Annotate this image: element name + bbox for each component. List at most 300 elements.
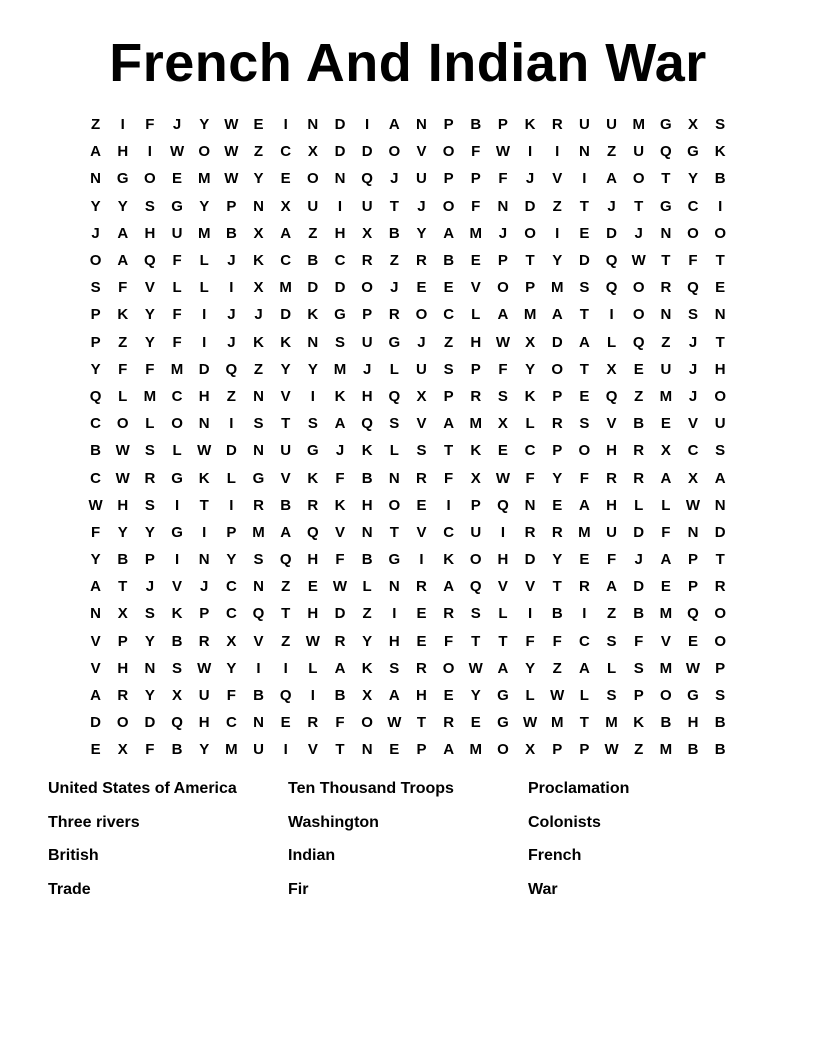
grid-letter: U <box>416 170 427 188</box>
grid-letter: Y <box>90 551 101 569</box>
grid-letter: Z <box>634 741 644 759</box>
grid-letter: F <box>226 687 236 705</box>
grid-letter: P <box>552 442 563 460</box>
grid-letter: H <box>606 442 617 460</box>
grid-letter: S <box>144 197 155 215</box>
grid-letter: D <box>524 197 536 215</box>
grid-letter: I <box>256 659 261 677</box>
grid-letter: W <box>631 252 646 270</box>
grid-letter: L <box>661 496 671 514</box>
grid-letter: I <box>229 496 234 514</box>
grid-letter: N <box>361 523 373 541</box>
grid-letter: E <box>443 687 454 705</box>
grid-letter: Y <box>226 551 237 569</box>
grid-letter: A <box>334 659 346 677</box>
grid-row <box>82 220 734 247</box>
grid-letter: C <box>225 578 237 596</box>
grid-letter: I <box>283 659 288 677</box>
grid-letter: I <box>419 551 424 569</box>
grid-letter: U <box>280 442 292 460</box>
grid-letter: I <box>310 387 315 405</box>
grid-letter: Q <box>687 605 699 623</box>
grid-letter: L <box>389 360 399 378</box>
grid-letter: N <box>388 578 400 596</box>
grid-letter: B <box>307 252 319 270</box>
grid-letter: N <box>660 224 672 242</box>
grid-letter: O <box>442 143 455 161</box>
grid-letter: D <box>633 578 645 596</box>
grid-letter: L <box>118 387 128 405</box>
grid-letter: Y <box>552 252 563 270</box>
grid-letter: K <box>280 333 292 351</box>
grid-letter: E <box>443 279 454 297</box>
grid-letter: Q <box>660 143 672 161</box>
grid-letter: Y <box>552 551 563 569</box>
grid-letter: I <box>609 306 614 324</box>
grid-letter: B <box>714 170 726 188</box>
word-list-item: Colonists <box>528 813 601 831</box>
grid-letter: M <box>197 224 211 242</box>
grid-letter: C <box>687 197 699 215</box>
grid-letter: V <box>334 523 345 541</box>
grid-letter: R <box>470 387 482 405</box>
grid-letter: V <box>525 578 536 596</box>
grid-letter: U <box>633 143 645 161</box>
grid-letter: I <box>229 279 234 297</box>
grid-letter: F <box>335 714 345 732</box>
grid-letter: W <box>197 659 212 677</box>
grid-letter: S <box>389 659 400 677</box>
grid-letter: S <box>307 415 318 433</box>
grid-letter: L <box>362 578 372 596</box>
grid-letter: S <box>606 632 617 650</box>
grid-letter: T <box>335 741 345 759</box>
grid-letter: P <box>90 333 101 351</box>
grid-letter: Y <box>90 197 101 215</box>
grid-letter: H <box>714 360 726 378</box>
grid-letter: F <box>471 197 481 215</box>
grid-letter: T <box>498 632 508 650</box>
grid-letter: S <box>144 496 155 514</box>
grid-letter: P <box>525 279 536 297</box>
word-list-item: War <box>528 880 558 898</box>
grid-letter: E <box>470 252 481 270</box>
grid-letter: H <box>361 496 373 514</box>
grid-letter: A <box>334 415 346 433</box>
grid-letter: B <box>443 252 455 270</box>
grid-letter: O <box>171 415 183 433</box>
grid-letter: O <box>442 197 455 215</box>
grid-letter: Q <box>361 415 373 433</box>
grid-letter: I <box>202 523 207 541</box>
grid-letter: Z <box>253 360 264 378</box>
grid-letter: R <box>714 578 726 596</box>
grid-letter: E <box>280 714 291 732</box>
grid-letter: T <box>715 551 725 569</box>
grid-letter: I <box>174 551 180 569</box>
grid-letter: K <box>171 605 183 623</box>
grid-letter: X <box>117 605 128 623</box>
grid-letter: V <box>280 387 291 405</box>
grid-letter: E <box>416 279 427 297</box>
grid-letter: U <box>416 360 427 378</box>
grid-letter: N <box>687 523 699 541</box>
grid-letter: C <box>280 252 292 270</box>
grid-row <box>82 464 734 491</box>
grid-letter: S <box>144 442 155 460</box>
grid-letter: N <box>253 442 264 460</box>
grid-letter: G <box>334 306 346 324</box>
grid-letter: Y <box>144 523 155 541</box>
grid-letter: P <box>715 659 726 677</box>
grid-letter: T <box>552 578 562 596</box>
grid-letter: K <box>117 306 129 324</box>
grid-row <box>82 492 734 519</box>
grid-letter: O <box>89 252 102 270</box>
grid-letter: T <box>389 197 399 215</box>
grid-letter: O <box>578 442 591 460</box>
grid-letter: V <box>280 469 291 487</box>
grid-letter: F <box>471 143 481 161</box>
grid-letter: M <box>659 741 673 759</box>
grid-letter: V <box>253 632 264 650</box>
grid-letter: O <box>551 360 564 378</box>
grid-letter: J <box>91 224 100 242</box>
grid-row <box>82 383 734 410</box>
grid-letter: K <box>253 333 264 351</box>
word-list-item: Washington <box>288 813 379 831</box>
grid-letter: Q <box>469 578 482 596</box>
grid-letter: G <box>687 143 699 161</box>
grid-letter: A <box>443 224 455 242</box>
grid-letter: H <box>144 224 156 242</box>
grid-letter: V <box>416 143 427 161</box>
grid-letter: M <box>469 741 483 759</box>
grid-letter: I <box>202 306 207 324</box>
grid-letter: U <box>606 523 617 541</box>
grid-letter: R <box>416 578 427 596</box>
grid-letter: Z <box>90 116 101 134</box>
grid-letter: S <box>334 333 345 351</box>
grid-row <box>82 356 734 383</box>
grid-letter: T <box>579 360 589 378</box>
grid-letter: J <box>688 360 698 378</box>
grid-letter: E <box>660 415 671 433</box>
grid-letter: D <box>361 143 373 161</box>
grid-letter: W <box>88 496 103 514</box>
grid-letter: L <box>389 442 399 460</box>
grid-letter: M <box>550 279 564 297</box>
grid-letter: U <box>361 333 373 351</box>
word-list-item: Proclamation <box>528 780 630 797</box>
grid-letter: Y <box>144 632 155 650</box>
word-list-item: Fir <box>288 880 309 898</box>
grid-letter: C <box>225 714 237 732</box>
grid-letter: K <box>470 442 482 460</box>
grid-letter: Q <box>225 360 238 378</box>
grid-letter: B <box>633 415 645 433</box>
grid-letter: O <box>524 224 536 242</box>
grid-row <box>82 655 734 682</box>
grid-letter: T <box>579 714 589 732</box>
grid-letter: P <box>443 116 454 134</box>
grid-letter: N <box>388 469 400 487</box>
grid-letter: T <box>444 442 454 460</box>
grid-letter: P <box>552 387 563 405</box>
grid-letter: X <box>253 279 264 297</box>
grid-letter: N <box>198 415 210 433</box>
grid-letter: S <box>172 659 183 677</box>
grid-letter: X <box>307 143 318 161</box>
grid-letter: B <box>470 116 482 134</box>
grid-letter: C <box>225 605 237 623</box>
grid-letter: V <box>307 741 318 759</box>
grid-letter: B <box>117 551 129 569</box>
grid-letter: M <box>659 659 673 677</box>
word-list-item: Indian <box>288 847 336 864</box>
grid-letter: Q <box>171 714 183 732</box>
grid-letter: G <box>171 197 183 215</box>
grid-letter: I <box>120 116 125 134</box>
grid-letter: H <box>388 632 400 650</box>
grid-letter: W <box>604 741 619 759</box>
grid-letter: Y <box>688 170 699 188</box>
grid-letter: Y <box>226 659 237 677</box>
grid-letter: X <box>470 469 481 487</box>
grid-row <box>82 111 734 138</box>
grid-letter: O <box>632 279 645 297</box>
grid-row <box>82 410 734 437</box>
grid-letter: P <box>362 306 373 324</box>
grid-letter: N <box>497 197 509 215</box>
grid-letter: G <box>388 333 401 351</box>
grid-letter: V <box>552 170 563 188</box>
grid-letter: N <box>198 551 210 569</box>
grid-letter: P <box>443 170 454 188</box>
grid-letter: K <box>198 469 210 487</box>
grid-letter: P <box>497 252 508 270</box>
grid-letter: M <box>659 387 673 405</box>
grid-letter: H <box>307 605 319 623</box>
grid-row <box>82 329 734 356</box>
word-list <box>48 778 768 912</box>
word-list-item: Three rivers <box>48 813 140 831</box>
grid-letter: I <box>582 170 587 188</box>
grid-letter: G <box>660 116 672 134</box>
grid-letter: P <box>688 578 699 596</box>
grid-letter: J <box>227 306 236 324</box>
grid-letter: K <box>524 387 536 405</box>
grid-letter: R <box>660 279 672 297</box>
grid-letter: D <box>144 714 156 732</box>
grid-letter: F <box>118 360 128 378</box>
grid-letter: F <box>498 170 508 188</box>
grid-letter: F <box>634 632 644 650</box>
grid-letter: G <box>687 687 699 705</box>
grid-letter: R <box>307 496 319 514</box>
grid-letter: D <box>524 551 536 569</box>
grid-letter: Z <box>634 387 644 405</box>
grid-row <box>82 193 734 220</box>
grid-letter: F <box>335 469 345 487</box>
grid-letter: W <box>495 143 510 161</box>
grid-letter: B <box>714 741 726 759</box>
grid-letter: N <box>524 496 536 514</box>
grid-letter: A <box>388 116 400 134</box>
grid-letter: D <box>606 224 617 242</box>
grid-letter: U <box>606 116 617 134</box>
grid-letter: C <box>280 143 292 161</box>
grid-letter: E <box>470 714 481 732</box>
grid-letter: Z <box>661 333 671 351</box>
grid-letter: Q <box>605 279 618 297</box>
grid-letter: W <box>332 578 348 596</box>
grid-letter: V <box>172 578 183 596</box>
grid-letter: F <box>145 116 155 134</box>
grid-letter: A <box>578 496 590 514</box>
grid-letter: O <box>442 659 455 677</box>
grid-letter: O <box>415 306 428 324</box>
grid-letter: Z <box>281 632 291 650</box>
grid-letter: G <box>116 170 129 188</box>
grid-letter: O <box>361 279 373 297</box>
grid-row <box>82 546 734 573</box>
grid-letter: E <box>307 578 318 596</box>
grid-letter: S <box>253 415 264 433</box>
grid-row <box>82 682 734 709</box>
grid-letter: K <box>714 143 726 161</box>
grid-letter: F <box>145 741 155 759</box>
grid-letter: C <box>687 442 699 460</box>
grid-letter: P <box>470 170 481 188</box>
grid-row <box>82 600 734 627</box>
grid-letter: X <box>497 415 508 433</box>
grid-letter: G <box>497 687 509 705</box>
grid-letter: R <box>633 442 645 460</box>
grid-letter: X <box>280 197 291 215</box>
grid-letter: T <box>661 170 671 188</box>
grid-letter: O <box>632 170 645 188</box>
grid-letter: I <box>527 605 533 623</box>
grid-letter: P <box>470 496 481 514</box>
grid-letter: E <box>172 170 183 188</box>
grid-letter: Y <box>552 469 563 487</box>
grid-letter: N <box>416 116 427 134</box>
grid-letter: Q <box>497 496 509 514</box>
grid-letter: Q <box>279 687 292 705</box>
grid-letter: F <box>688 252 698 270</box>
grid-letter: Y <box>144 333 155 351</box>
grid-letter: A <box>660 469 672 487</box>
grid-letter: R <box>253 496 264 514</box>
grid-letter: W <box>387 714 402 732</box>
grid-letter: B <box>687 741 699 759</box>
grid-row <box>82 138 734 165</box>
grid-letter: I <box>555 143 560 161</box>
grid-letter: I <box>337 197 343 215</box>
grid-letter: R <box>443 714 455 732</box>
grid-letter: A <box>280 224 292 242</box>
grid-letter: N <box>361 741 373 759</box>
grid-letter: U <box>660 360 672 378</box>
grid-letter: A <box>117 252 129 270</box>
grid-letter: S <box>470 605 481 623</box>
grid-letter: O <box>497 741 509 759</box>
grid-letter: O <box>116 714 129 732</box>
grid-letter: I <box>283 741 288 759</box>
grid-letter: A <box>551 306 563 324</box>
grid-letter: R <box>416 252 427 270</box>
grid-letter: F <box>525 632 535 650</box>
grid-letter: D <box>633 523 645 541</box>
grid-letter: E <box>579 387 590 405</box>
grid-letter: V <box>416 415 427 433</box>
grid-letter: M <box>143 387 157 405</box>
grid-letter: Y <box>144 687 155 705</box>
grid-letter: L <box>226 469 236 487</box>
grid-letter: S <box>389 415 400 433</box>
grid-letter: O <box>198 143 211 161</box>
grid-letter: A <box>606 170 617 188</box>
grid-letter: F <box>552 632 562 650</box>
grid-letter: O <box>144 170 156 188</box>
grid-letter: H <box>334 224 346 242</box>
grid-letter: C <box>443 306 455 324</box>
grid-letter: A <box>90 143 101 161</box>
grid-letter: H <box>307 551 319 569</box>
grid-letter: J <box>390 279 399 297</box>
grid-letter: F <box>579 469 589 487</box>
grid-letter: W <box>224 143 239 161</box>
grid-letter: Q <box>306 523 319 541</box>
grid-letter: D <box>334 279 346 297</box>
grid-letter: B <box>714 714 726 732</box>
grid-letter: Y <box>307 360 318 378</box>
grid-letter: A <box>443 741 455 759</box>
grid-letter: R <box>144 469 156 487</box>
grid-letter: Y <box>470 687 481 705</box>
grid-letter: H <box>361 387 373 405</box>
grid-letter: B <box>225 224 237 242</box>
grid-letter: R <box>633 469 645 487</box>
grid-letter: Y <box>90 360 101 378</box>
grid-letter: E <box>552 496 563 514</box>
grid-letter: V <box>660 632 671 650</box>
grid-letter: O <box>497 279 509 297</box>
grid-letter: D <box>334 116 346 134</box>
grid-letter: K <box>253 252 264 270</box>
grid-letter: U <box>714 415 726 433</box>
grid-letter: I <box>555 224 560 242</box>
grid-letter: Q <box>252 605 265 623</box>
grid-letter: Z <box>606 605 617 623</box>
grid-letter: W <box>224 116 239 134</box>
grid-letter: Y <box>280 360 291 378</box>
grid-letter: O <box>714 224 726 242</box>
grid-letter: V <box>470 279 481 297</box>
grid-letter: V <box>688 415 699 433</box>
grid-letter: L <box>308 659 318 677</box>
grid-letter: K <box>307 469 319 487</box>
grid-letter: I <box>147 143 152 161</box>
grid-letter: E <box>416 605 427 623</box>
grid-letter: B <box>388 224 400 242</box>
grid-letter: Q <box>279 551 292 569</box>
grid-letter: T <box>199 496 209 514</box>
grid-letter: O <box>714 632 726 650</box>
grid-letter: S <box>497 387 508 405</box>
grid-letter: T <box>579 306 589 324</box>
